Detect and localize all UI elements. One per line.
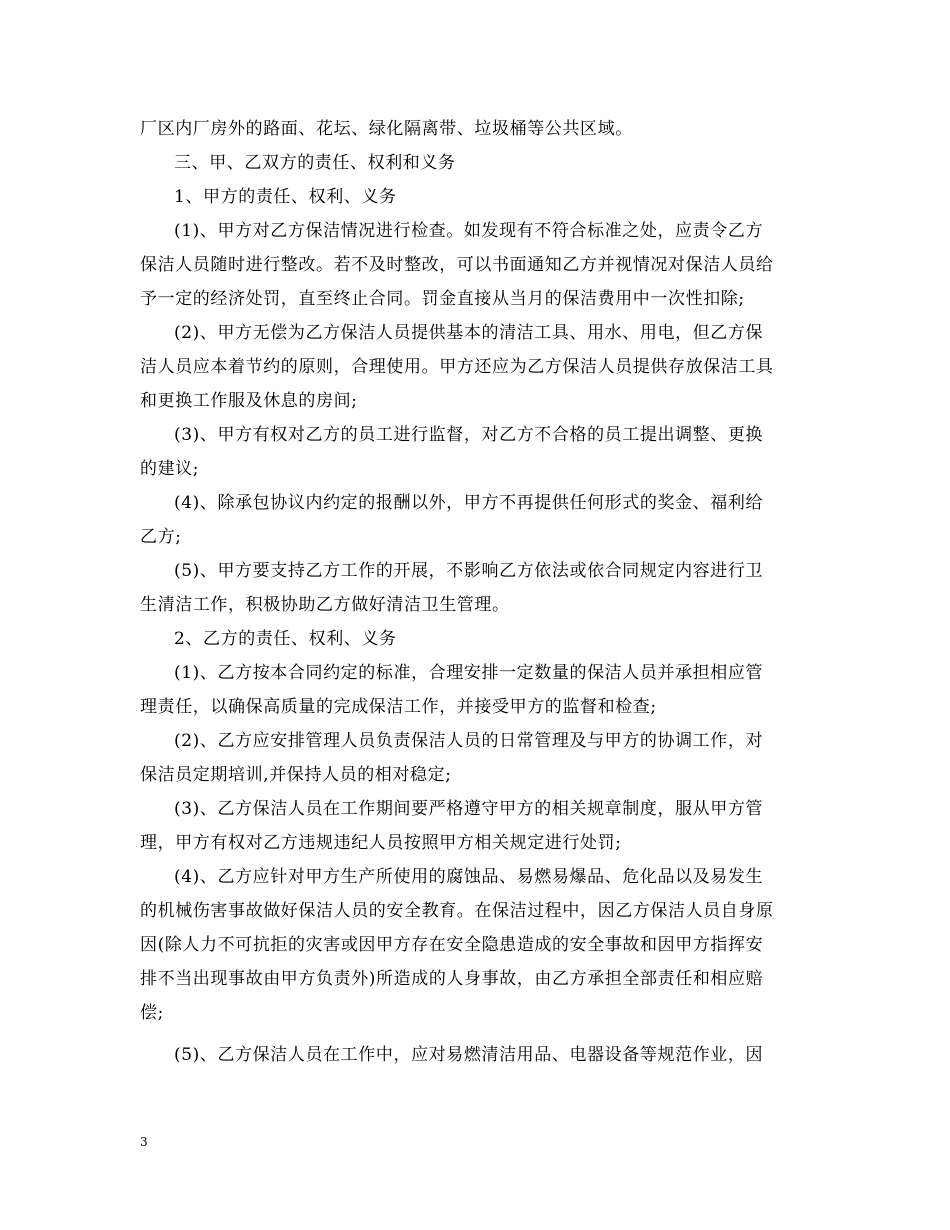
text-line: 保洁人员随时进行整改。若不及时整改，可以书面通知乙方并视情况对保洁人员给 bbox=[140, 255, 774, 275]
text-line: (1)、乙方按本合同约定的标准，合理安排一定数量的保洁人员并承担相应管 bbox=[174, 663, 764, 683]
text-line: 理，甲方有权对乙方违规违纪人员按照甲方相关规定进行处罚; bbox=[140, 833, 622, 853]
section-heading: 三、甲、乙双方的责任、权利和义务 bbox=[174, 153, 456, 173]
text-line: 的机械伤害事故做好保洁人员的安全教育。在保洁过程中，因乙方保洁人员自身原 bbox=[140, 901, 774, 921]
subsection-heading: 1、甲方的责任、权利、义务 bbox=[174, 187, 397, 207]
text-line: 排不当出现事故由甲方负责外)所造成的人身事故，由乙方承担全部责任和相应赔 bbox=[140, 969, 764, 989]
text-line: 厂区内厂房外的路面、花坛、绿化隔离带、垃圾桶等公共区域。 bbox=[140, 119, 633, 139]
text-line: 的建议; bbox=[140, 459, 200, 479]
text-line: (4)、除承包协议内约定的报酬以外，甲方不再提供任何形式的奖金、福利给 bbox=[174, 493, 764, 513]
text-line: 和更换工作服及休息的房间; bbox=[140, 391, 358, 411]
text-line: 因(除人力不可抗拒的灾害或因甲方存在安全隐患造成的安全事故和因甲方指挥安 bbox=[140, 935, 764, 955]
text-line: (5)、甲方要支持乙方工作的开展，不影响乙方依法或依合同规定内容进行卫 bbox=[174, 561, 764, 581]
text-line: (2)、乙方应安排管理人员负责保洁人员的日常管理及与甲方的协调工作，对 bbox=[174, 731, 764, 751]
text-line: 理责任，以确保高质量的完成保洁工作，并接受甲方的监督和检查; bbox=[140, 697, 657, 717]
text-line: 偿; bbox=[140, 1003, 164, 1023]
text-line: 乙方; bbox=[140, 527, 182, 547]
text-line: (5)、乙方保洁人员在工作中，应对易燃清洁用品、电器设备等规范作业，因 bbox=[174, 1045, 764, 1065]
text-line: 洁人员应本着节约的原则，合理使用。甲方还应为乙方保洁人员提供存放保洁工具 bbox=[140, 357, 774, 377]
text-line: (3)、乙方保洁人员在工作期间要严格遵守甲方的相关规章制度，服从甲方管 bbox=[174, 799, 764, 819]
text-line: 保洁员定期培训,并保持人员的相对稳定; bbox=[140, 765, 452, 785]
text-line: (2)、甲方无偿为乙方保洁人员提供基本的清洁工具、用水、用电，但乙方保 bbox=[174, 323, 764, 343]
text-line: 生清洁工作，积极协助乙方做好清洁卫生管理。 bbox=[140, 595, 510, 615]
page-number: 3 bbox=[140, 1135, 148, 1149]
text-line: (3)、甲方有权对乙方的员工进行监督，对乙方不合格的员工提出调整、更换 bbox=[174, 425, 764, 445]
subsection-heading: 2、乙方的责任、权利、义务 bbox=[174, 629, 397, 649]
text-line: (1)、甲方对乙方保洁情况进行检查。如发现有不符合标准之处，应责令乙方 bbox=[174, 221, 764, 241]
text-line: 予一定的经济处罚，直至终止合同。罚金直接从当月的保洁费用中一次性扣除; bbox=[140, 289, 745, 309]
text-line: (4)、乙方应针对甲方生产所使用的腐蚀品、易燃易爆品、危化品以及易发生 bbox=[174, 867, 764, 887]
